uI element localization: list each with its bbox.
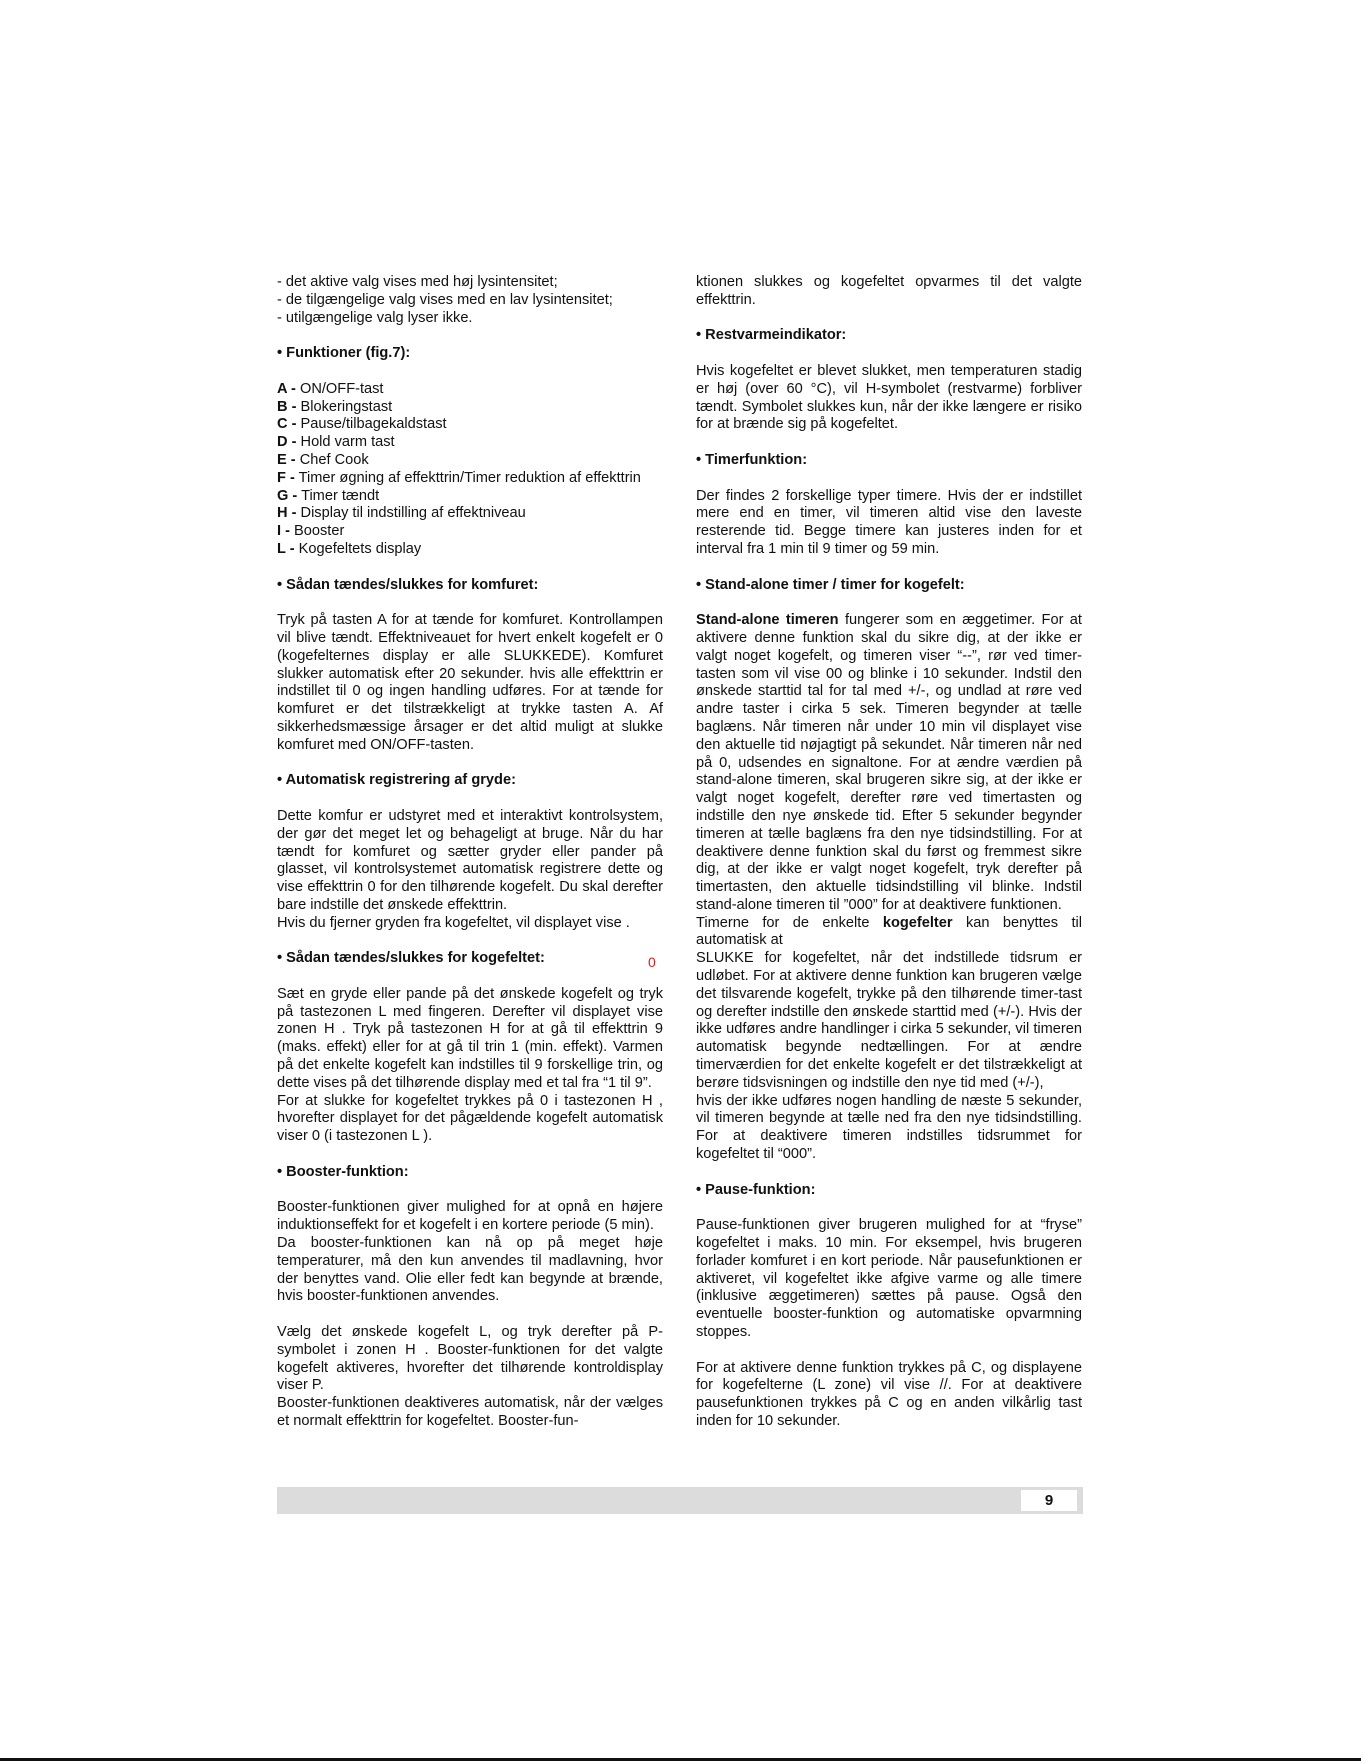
standalone-heading: • Stand-alone timer / timer for kogefelt: xyxy=(696,576,965,593)
function-item: L - Kogefeltets display xyxy=(277,540,422,557)
booster-continued-text: ktionen slukkes og kogefeltet opvarmes til det valgte effekttrin. xyxy=(696,274,1082,308)
function-item: H - Display til indstilling af effektniveau xyxy=(277,505,526,522)
function-item: A - ON/OFF-tast xyxy=(277,380,384,397)
onoff-text: Tryk på tasten A for at tænde for komfuret. Kontrollampen vil blive tændt. Effektniveauet for hvert enkelt kogefelt er 0 (kogefelternes display er alle SLUKKEDE). Komfuret slukker automatisk efter 20 sekunder. hvis alle effekttrin er indstillet til 0 og ingen handling udføres. For at tænde for komfuret er det tilstrækkeligt at trykke tasten A. Af sikkerhedsmæssige årsager er det altid muligt at slukke komfuret med ON/OFF-tasten. xyxy=(277,612,663,753)
function-item: B - Blokeringstast xyxy=(277,398,393,415)
function-item: E - Chef Cook xyxy=(277,451,369,468)
intro-line: - det aktive valg vises med høj lysintensitet; xyxy=(277,274,558,290)
cooktop-text-2: For at slukke for kogefeltet trykkes på 0 i tastezonen H , hvorefter displayet for det pågældende kogefelt automatisk viser 0 (i tastezonen L ). xyxy=(277,1092,663,1145)
pause-heading: • Pause-funktion: xyxy=(696,1181,816,1198)
rest-heading: • Restvarmeindikator: xyxy=(696,327,847,344)
footer-bar xyxy=(277,1487,1083,1514)
function-item: D - Hold varm tast xyxy=(277,434,395,451)
standalone-bold: Stand-alone timeren xyxy=(696,612,839,629)
standalone-text: Stand-alone timeren fungerer som en æggetimer. For at aktivere denne funktion skal du sikre dig, at der ikke er valgt noget kogefelt, og timeren viser “--”, rør ved timer-tasten som vil vise 00 og blinke i 10 sekunder. Indstil den ønskede starttid tal for tal med +/-, og undlad at røre ved andre taster i cirka 5 sek. Timeren begynder at tælle baglæns. Når timeren når under 10 min vil displayet vise den aktuelle tid nøjagtigt på sekundet. Når timeren når ned på 0, udsendes en signaltone. For at ændre værdien på stand-alone timeren, skal brugeren sikre sig, at der ikke er valgt noget kogefelt, derefter røre ved timertasten og indstille den nye ønskede tid. Efter 5 sekunder begynder timeren at tælle baglæns fra den nye tidsindstilling. For at deaktivere denne funktion skal du først og fremmest sikre dig, at der ikke er valgt noget kogefelt, tryk derefter på timertasten, den aktuelle tidsindstilling vil blinke. Indstil stand-alone timeren til ”000” for at deaktivere funktionen. xyxy=(696,612,1082,913)
display-symbol-glyph: 0 xyxy=(648,954,656,970)
timers-text-2: SLUKKE for kogefeltet, når det indstillede tidsrum er udløbet. For at aktivere denne funktion kan brugeren vælge det tilsvarende kogefelt, trykke på den tilhørende timer-tast og derefter indstille den ønskede starttid med (+/-). Hvis der ikke udføres andre handlinger i cirka 5 sekunder, vil timeren automatisk begynde nedtællingen. For at ændre timerværdien for det enkelte kogefelt er det tilstrækkeligt at berøre tidsvisningen og indstille den nye tid med (+/-), xyxy=(696,950,1082,1091)
booster-text-2: Da booster-funktionen kan nå op på meget høje temperaturer, må den kun anvendes til madlavning, hvor der benyttes vand. Olie eller fedt kan begynde at brænde, hvis booster-funktionen anvendes. xyxy=(277,1235,663,1305)
timers-text: Timerne for de enkelte kogefelter kan benyttes til automatisk at xyxy=(696,914,1082,949)
page-number: 9 xyxy=(1021,1490,1077,1511)
cooktop-heading: • Sådan tændes/slukkes for kogefeltet: xyxy=(277,950,545,967)
booster-text: Booster-funktionen giver mulighed for at opnå en højere induktionseffekt for et kogefelt i en kortere periode (5 min). xyxy=(277,1199,663,1234)
timer-text: Der findes 2 forskellige typer timere. Hvis der er indstillet mere end en timer, vil timeren altid vise den laveste resterende tid. Begge timere kan justeres inden for et interval fra 1 min til 9 timer og 59 min. xyxy=(696,487,1082,557)
cooktop-text: Sæt en gryde eller pande på det ønskede kogefelt og tryk på tastezonen L med fingeren. Derefter vil displayet vise zonen H . Tryk på tastezonen H for at gå til effekttrin 9 (maks. effekt) eller for at gå til trin 1 (min. effekt). Varmen på det enkelte kogefelt kan indstilles til 9 forskellige trin, og dette vises på det tilhørende display med et tal fra “1 til 9”. xyxy=(277,985,663,1091)
booster-text-4: Booster-funktionen deaktiveres automatisk, når der vælges et normalt effekttrin for kogefeltet. Booster-fun- xyxy=(277,1395,663,1429)
intro-line: - de tilgængelige valg vises med en lav lysintensitet; xyxy=(277,291,613,308)
intro-line: - utilgængelige valg lyser ikke. xyxy=(277,309,473,326)
pause-text: Pause-funktionen giver brugeren mulighed for at “fryse” kogefeltet i maks. 10 min. For eksempel, hvis brugeren forlader komfuret i en kort periode. Når pausefunktionen er aktiveret, vil kogefeltet ikke afgive varme og alle timere (inklusive æggetimeren) sættes på pause. Også den eventuelle booster-funktion og automatiske opvarmning stoppes. xyxy=(696,1217,1082,1341)
auto-text: Dette komfur er udstyret med et interaktivt kontrolsystem, der gør det meget let og behageligt at bruge. Når du har tændt for komfuret og sætter gryder eller pander på glasset, vil kontrolsystemet automatisk registrere dette og vise effekttrin 0 for den tilhørende kogefelt. Du skal derefter bare indstille det ønskede effekttrin. xyxy=(277,807,663,913)
pause-text-2: For at aktivere denne funktion trykkes på C, og displayene for kogefelterne (L zone) vil vise //. For at deaktivere pausefunktionen trykkes på C og en anden vilkårlig tast inden for 10 sekunder. xyxy=(696,1359,1082,1429)
function-item: F - Timer øgning af effekttrin/Timer reduktion af effekttrin xyxy=(277,469,641,486)
function-item: G - Timer tændt xyxy=(277,487,380,504)
onoff-heading: • Sådan tændes/slukkes for komfuret: xyxy=(277,576,539,593)
left-column xyxy=(277,274,663,1431)
functions-list xyxy=(277,381,663,559)
function-item: I - Booster xyxy=(277,523,345,540)
function-item: C - Pause/tilbagekaldstast xyxy=(277,416,447,433)
intro-list xyxy=(277,274,663,327)
auto-heading: • Automatisk registrering af gryde: xyxy=(277,772,516,789)
booster-text-3: Vælg det ønskede kogefelt L, og tryk derefter på P-symbolet i zonen H . Booster-funktionen for det valgte kogefelt aktiveres, hvorefter det tilhørende kontroldisplay viser P. xyxy=(277,1324,663,1394)
timers-bold: kogefelter xyxy=(882,914,953,931)
rest-text: Hvis kogefeltet er blevet slukket, men temperaturen stadig er høj (over 60 °C), vil H-symbolet (restvarme) forbliver tændt. Symbolet slukkes kun, når der ikke længere er risiko for at brænde sig på kogefeltet. xyxy=(696,362,1082,433)
auto-text-2: Hvis du fjerner gryden fra kogefeltet, vil displayet vise . xyxy=(277,914,630,931)
right-column xyxy=(696,274,1082,1431)
timer-heading: • Timerfunktion: xyxy=(696,451,808,468)
booster-heading: • Booster-funktion: xyxy=(277,1163,409,1180)
functions-heading: • Funktioner (fig.7): xyxy=(277,345,411,362)
timers-text-3: hvis der ikke udføres nogen handling de næste 5 sekunder, vil timeren begynde at tælle ned fra den nye tidsindstilling. For at deaktivere timeren indstilles tidsrummet for kogefeltet til “000”. xyxy=(696,1092,1082,1163)
